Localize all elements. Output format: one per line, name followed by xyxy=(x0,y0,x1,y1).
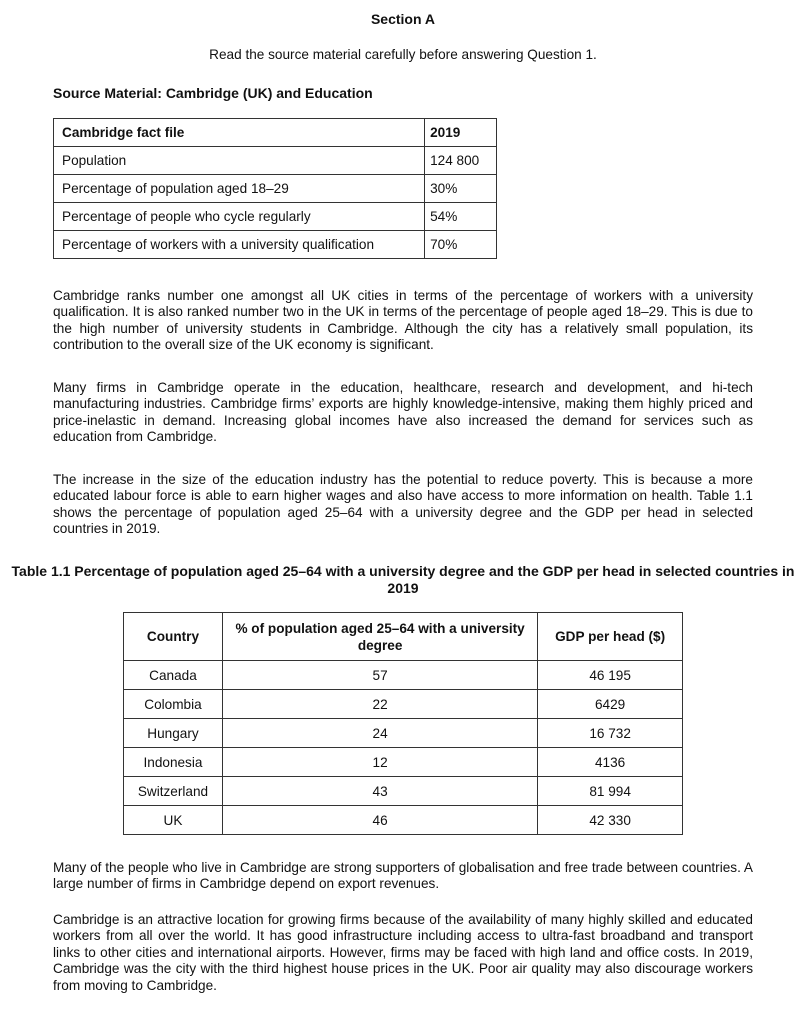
country-cell: Indonesia xyxy=(124,748,223,777)
table-row xyxy=(54,231,497,259)
source-material-title: Source Material: Cambridge (UK) and Education xyxy=(53,85,373,101)
degree-cell: 43 xyxy=(222,777,537,806)
gdp-cell: 46 195 xyxy=(538,661,683,690)
paragraph-1: Cambridge ranks number one amongst all UK cities in terms of the percentage of workers with a university qualification. It is also ranked number two in the UK in terms of the percentage of people aged 18–29. This is due to the high number of university students in Cambridge. Although the city has a relatively small population, its contribution to the overall size of the UK economy is significant. xyxy=(53,288,753,353)
paragraph-2: Many firms in Cambridge operate in the education, healthcare, research and development, and hi-tech manufacturing industries. Cambridge firms’ exports are highly knowledge-intensive, making them highly priced and price-inelastic in demand. Increasing global incomes have also increased the demand for services such as education from Cambridge. xyxy=(53,380,753,445)
table-row xyxy=(124,806,683,835)
gdp-cell: 81 994 xyxy=(538,777,683,806)
degree-cell: 12 xyxy=(222,748,537,777)
country-cell: UK xyxy=(124,806,223,835)
degree-cell: 46 xyxy=(222,806,537,835)
fact-file-header-label: Cambridge fact file xyxy=(54,119,425,147)
header-country: Country xyxy=(124,613,223,661)
header-degree-percent: % of population aged 25–64 with a university degree xyxy=(222,613,537,661)
section-title: Section A xyxy=(370,11,436,27)
table-row xyxy=(124,690,683,719)
gdp-cell: 42 330 xyxy=(538,806,683,835)
fact-label: Percentage of workers with a university qualification xyxy=(54,231,425,259)
fact-file-header-year: 2019 xyxy=(425,119,497,147)
paragraph-5: Cambridge is an attractive location for growing firms because of the availability of many highly skilled and educated workers from all over the world. It has good infrastructure including access to ultra-fast broadband and transport links to other cities and international airports. However, firms may be faced with high land and office costs. In 2019, Cambridge was the city with the third highest house prices in the UK. Poor air quality may also discourage workers from moving to Cambridge. xyxy=(53,912,753,993)
gdp-cell: 6429 xyxy=(538,690,683,719)
table-row xyxy=(124,777,683,806)
country-cell: Colombia xyxy=(124,690,223,719)
header-gdp: GDP per head ($) xyxy=(538,613,683,661)
degree-cell: 22 xyxy=(222,690,537,719)
fact-label: Percentage of people who cycle regularly xyxy=(54,203,425,231)
country-cell: Canada xyxy=(124,661,223,690)
fact-label: Percentage of population aged 18–29 xyxy=(54,175,425,203)
table-row xyxy=(54,175,497,203)
fact-file-table xyxy=(53,118,497,259)
fact-label: Population xyxy=(54,147,425,175)
gdp-table xyxy=(123,612,683,835)
fact-value: 124 800 xyxy=(425,147,497,175)
table-row xyxy=(124,719,683,748)
country-cell: Switzerland xyxy=(124,777,223,806)
gdp-table-header-row xyxy=(124,613,683,661)
gdp-cell: 16 732 xyxy=(538,719,683,748)
paragraph-3: The increase in the size of the education industry has the potential to reduce poverty. This is because a more educated labour force is able to earn higher wages and also have access to more information on health. Table 1.1 shows the percentage of population aged 25–64 with a university degree and the GDP per head in selected countries in 2019. xyxy=(53,472,753,537)
table-row xyxy=(124,661,683,690)
fact-file-header-row xyxy=(54,119,497,147)
country-cell: Hungary xyxy=(124,719,223,748)
instruction-text: Read the source material carefully before answering Question 1. xyxy=(209,47,597,62)
table-row xyxy=(124,748,683,777)
table-row xyxy=(54,203,497,231)
fact-value: 70% xyxy=(425,231,497,259)
degree-cell: 24 xyxy=(222,719,537,748)
fact-value: 54% xyxy=(425,203,497,231)
table-row xyxy=(54,147,497,175)
fact-value: 30% xyxy=(425,175,497,203)
gdp-cell: 4136 xyxy=(538,748,683,777)
paragraph-4: Many of the people who live in Cambridge are strong supporters of globalisation and free trade between countries. A large number of firms in Cambridge depend on export revenues. xyxy=(53,860,753,892)
table-caption: Table 1.1 Percentage of population aged 25–64 with a university degree and the GDP per head in selected countries in 2019 xyxy=(11,563,795,596)
degree-cell: 57 xyxy=(222,661,537,690)
